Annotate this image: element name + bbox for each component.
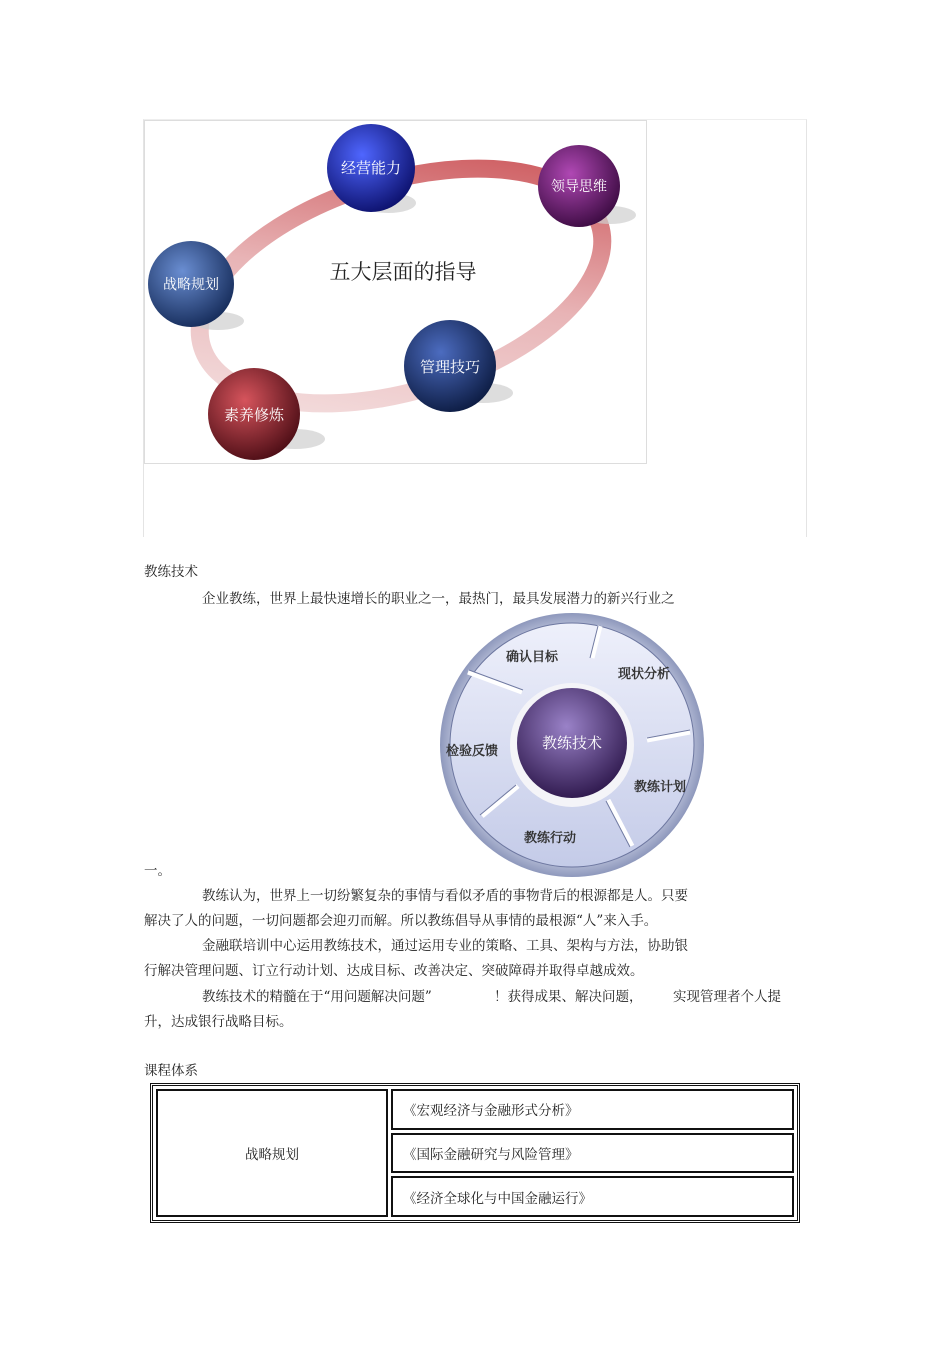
svg-text:管理技巧: 管理技巧	[419, 358, 481, 376]
coaching-cycle-graphic	[432, 610, 712, 880]
coaching-para3-line1: 金融联培训中心运用教练技术，通过运用专业的策略、工具、架构与方法，协助银	[202, 938, 688, 954]
segment-coaching-action: 教练行动	[523, 831, 577, 846]
coaching-intro-line1: 企业教练，世界上最快速增长的职业之一，最热门，最具发展潜力的新兴行业之	[202, 591, 675, 607]
coaching-para3-line2: 行解决管理问题、订立行动计划、达成目标、改善决定、突破障碍并取得卓越成效。	[144, 963, 644, 979]
coaching-para4-part1: 教练技术的精髓在于“用问题解决问题”	[202, 989, 432, 1005]
course-cell: 《宏观经济与金融形式分析》	[391, 1089, 794, 1130]
segment-status-analysis: 现状分析	[617, 667, 671, 682]
node-self-cultivation	[208, 368, 300, 460]
segment-coaching-plan: 教练计划	[633, 780, 687, 795]
node-operating-ability	[327, 124, 415, 212]
coaching-para4-part3: 实现管理者个人提	[673, 989, 781, 1005]
five-levels-title: 五大层面的指导	[329, 260, 477, 284]
course-table	[150, 1083, 800, 1223]
coaching-cycle-diagram	[432, 610, 712, 880]
coaching-para2-line2: 解决了人的问题，一切问题都会迎刃而解。所以教练倡导从事情的最根源“人”来入手。	[144, 913, 658, 929]
svg-text:战略规划: 战略规划	[163, 277, 219, 293]
segment-feedback: 检验反馈	[445, 744, 499, 759]
section-heading-coaching: 教练技术	[144, 564, 198, 580]
node-leadership-thinking	[538, 145, 620, 227]
coaching-intro-line2: 一。	[144, 863, 171, 879]
course-cell: 《经济全球化与中国金融运行》	[391, 1176, 794, 1217]
five-levels-diagram	[144, 120, 647, 464]
course-cell: 《国际金融研究与风险管理》	[391, 1133, 794, 1174]
svg-text:素养修炼: 素养修炼	[223, 406, 285, 424]
node-management-skills	[404, 320, 496, 412]
svg-text:领导思维: 领导思维	[551, 179, 607, 195]
five-levels-graphic	[145, 121, 648, 465]
node-strategic-planning	[148, 241, 234, 327]
section-heading-courses: 课程体系	[144, 1063, 198, 1079]
cycle-center-label: 教练技术	[541, 734, 603, 752]
coaching-para4-line2: 升，达成银行战略目标。	[144, 1014, 293, 1030]
segment-confirm-goal: 确认目标	[505, 650, 559, 665]
svg-text:经营能力: 经营能力	[340, 159, 402, 177]
course-category-cell: 战略规划	[156, 1089, 388, 1217]
table-row	[156, 1089, 794, 1130]
coaching-para4-part2: ！获得成果、解决问题，	[494, 989, 643, 1005]
coaching-para2-line1: 教练认为，世界上一切纷繁复杂的事情与看似矛盾的事物背后的根源都是人。只要	[202, 888, 688, 904]
